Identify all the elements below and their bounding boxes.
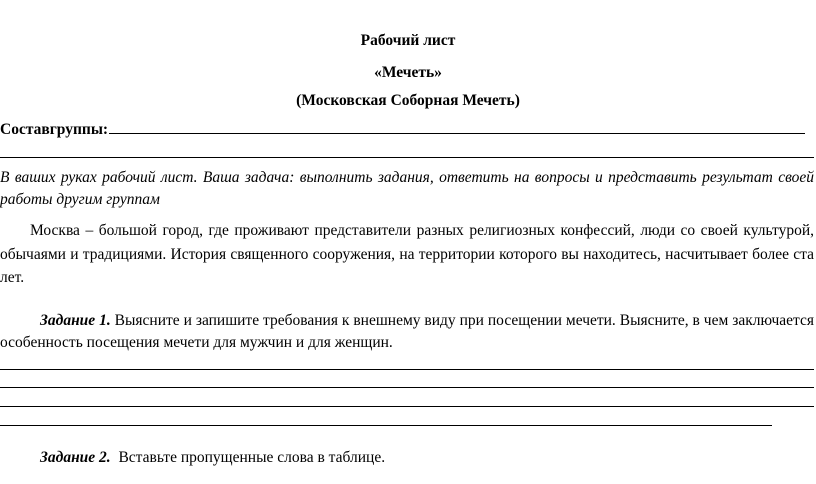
task-1-text: Выясните и запишите требования к внешнему виду при посещении мечети. Выясните, в чем заключается особенность посещения мечети для мужчин и для женщин. (0, 312, 814, 351)
group-composition-label: Составгруппы: (0, 121, 109, 138)
task-1 (0, 310, 814, 353)
intro-paragraph: Москва – большой город, где проживают представители разных религиозных конфессий, люди со своей культурой, обычаями и традициями. История священного сооружения, на территории которого вы находитесь, насчитывает более ста лет. (0, 222, 814, 286)
worksheet-subtitle: «Мечеть» (374, 64, 442, 81)
task-1-label: Задание 1. (40, 312, 111, 329)
task-2 (40, 449, 810, 467)
task-2-text: Вставьте пропущенные слова в таблице. (110, 449, 386, 466)
worksheet-subtitle-location: (Московская Соборная Мечеть) (296, 92, 520, 109)
worksheet-title: Рабочий лист (360, 32, 456, 49)
answer-line-4[interactable] (0, 425, 772, 426)
answer-line-2[interactable] (0, 387, 814, 388)
task-2-label: Задание 2. (40, 449, 111, 466)
group-composition-blank[interactable] (109, 119, 805, 134)
answer-line-3[interactable] (0, 406, 814, 407)
answer-line-1[interactable] (0, 369, 814, 370)
group-composition-row (0, 119, 814, 139)
group-composition-blank-line-2[interactable] (0, 157, 814, 158)
intro-instructions: В ваших руках рабочий лист. Ваша задача: выполнить задания, ответить на вопросы и представить результат своей работы другим группам (0, 169, 814, 208)
